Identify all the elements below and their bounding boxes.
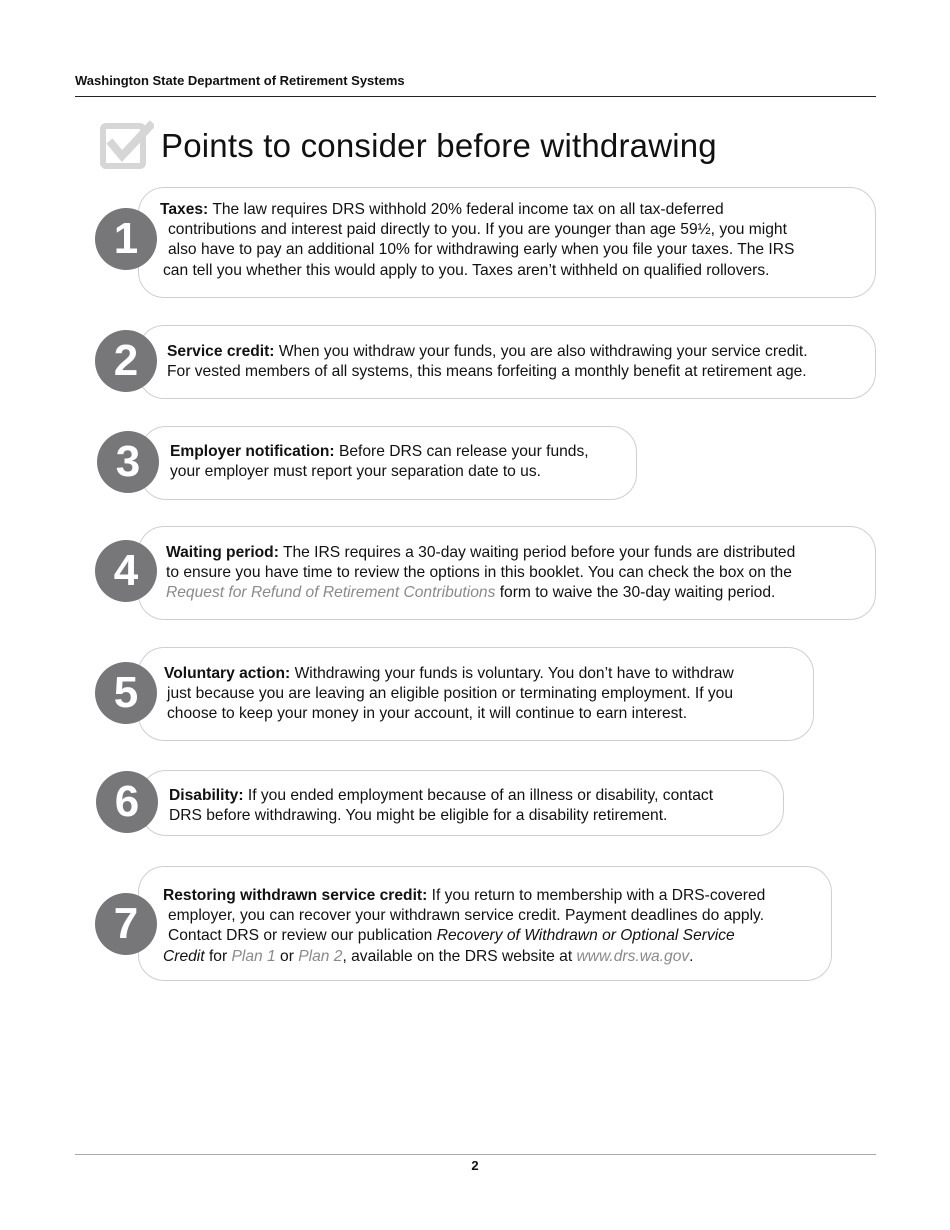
number-badge bbox=[95, 330, 157, 392]
badge-number: 3 bbox=[115, 437, 141, 486]
item-line: to ensure you have time to review the options in this booklet. You can check the box on the bbox=[166, 564, 792, 582]
item-heading: Voluntary action: bbox=[164, 665, 291, 682]
item-line: Contact DRS or review our publication bbox=[168, 927, 437, 945]
publication-title: Credit bbox=[163, 947, 205, 965]
number-badge bbox=[95, 662, 157, 724]
drs-website-link[interactable]: www.drs.wa.gov bbox=[576, 947, 690, 965]
number-badge bbox=[96, 771, 158, 833]
item-text bbox=[169, 786, 713, 826]
item-line: choose to keep your money in your account, it will continue to earn interest. bbox=[167, 705, 688, 723]
item-heading: Waiting period: bbox=[166, 544, 279, 561]
item-text bbox=[164, 664, 734, 725]
item-text bbox=[166, 543, 795, 604]
item-line: can tell you whether this would apply to you. Taxes aren’t withheld on qualified rollovers. bbox=[163, 261, 770, 279]
item-line: just because you are leaving an eligible position or terminating employment. If you bbox=[167, 685, 734, 703]
item-heading: Taxes: bbox=[160, 201, 209, 218]
plan1-link[interactable]: Plan 1 bbox=[231, 947, 276, 965]
item-heading: Employer notification: bbox=[170, 443, 335, 460]
item-text bbox=[170, 442, 589, 482]
badge-number: 6 bbox=[114, 777, 140, 826]
badge-number: 7 bbox=[113, 899, 139, 948]
checkbox-checked-icon bbox=[100, 120, 154, 172]
number-badge bbox=[95, 893, 157, 955]
item-line: contributions and interest paid directly to you. If you are younger than age 59½, you might bbox=[168, 221, 787, 239]
item-text bbox=[167, 342, 808, 382]
item-heading: Disability: bbox=[169, 787, 244, 804]
title-row bbox=[100, 118, 717, 174]
header-org-name: Washington State Department of Retirement Systems bbox=[75, 73, 405, 88]
item-line: If you return to membership with a DRS-covered bbox=[431, 887, 766, 904]
badge-number: 4 bbox=[113, 546, 139, 595]
item-line: for bbox=[204, 947, 232, 965]
item-heading: Restoring withdrawn service credit: bbox=[163, 887, 428, 904]
number-badge bbox=[97, 431, 159, 493]
item-line: also have to pay an additional 10% for withdrawing early when you file your taxes. The IRS bbox=[168, 241, 795, 259]
item-line: For vested members of all systems, this means forfeiting a monthly benefit at retirement age. bbox=[167, 363, 807, 381]
item-text bbox=[163, 886, 765, 967]
item-line: or bbox=[275, 947, 299, 965]
item-line: Withdrawing your funds is voluntary. You don’t have to withdraw bbox=[294, 665, 734, 682]
item-line: Before DRS can release your funds, bbox=[338, 443, 589, 460]
refund-form-link[interactable]: Request for Refund of Retirement Contributions bbox=[166, 584, 496, 602]
item-line: The IRS requires a 30-day waiting period before your funds are distributed bbox=[282, 544, 796, 561]
plan2-link[interactable]: Plan 2 bbox=[298, 947, 343, 965]
item-line: , available on the DRS website at bbox=[342, 947, 577, 965]
footer-divider bbox=[75, 1154, 876, 1155]
badge-number: 2 bbox=[113, 336, 139, 385]
item-line: your employer must report your separation date to us. bbox=[170, 463, 541, 481]
page-title: Points to consider before withdrawing bbox=[161, 127, 717, 164]
page-number: 2 bbox=[471, 1158, 479, 1173]
item-line: When you withdraw your funds, you are also withdrawing your service credit. bbox=[278, 343, 808, 360]
item-line: DRS before withdrawing. You might be eligible for a disability retirement. bbox=[169, 807, 668, 825]
item-line: employer, you can recover your withdrawn service credit. Payment deadlines do apply. bbox=[168, 907, 765, 925]
number-badge bbox=[95, 540, 157, 602]
item-text bbox=[160, 200, 794, 281]
item-line: If you ended employment because of an illness or disability, contact bbox=[247, 787, 714, 804]
item-line: . bbox=[689, 947, 694, 965]
item-line: form to waive the 30-day waiting period. bbox=[495, 584, 776, 602]
badge-number: 5 bbox=[113, 668, 139, 717]
page-header bbox=[75, 72, 876, 97]
publication-title: Recovery of Withdrawn or Optional Service bbox=[436, 927, 735, 945]
number-badge bbox=[95, 208, 157, 270]
badge-number: 1 bbox=[113, 214, 139, 263]
item-heading: Service credit: bbox=[167, 343, 275, 360]
item-line: The law requires DRS withhold 20% federal income tax on all tax-deferred bbox=[212, 201, 724, 218]
